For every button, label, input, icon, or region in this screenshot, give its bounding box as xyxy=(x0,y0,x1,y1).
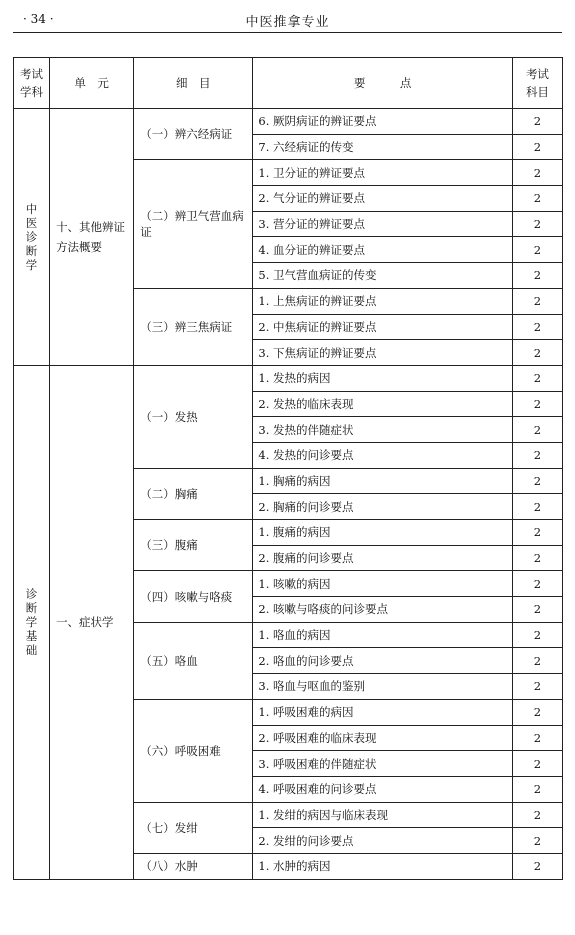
header-subject: 考试学科 xyxy=(14,58,50,109)
point-cell: 2. 腹痛的问诊要点 xyxy=(253,545,512,571)
point-cell: 1. 咯血的病因 xyxy=(253,622,512,648)
point-cell: 1. 发绀的病因与临床表现 xyxy=(253,802,512,828)
subject-label: 中医诊断学 xyxy=(25,201,38,272)
point-cell: 2. 发热的临床表现 xyxy=(253,391,512,417)
point-cell: 2. 咳嗽与咯痰的问诊要点 xyxy=(253,597,512,623)
level-cell: 2 xyxy=(512,288,562,314)
level-cell: 2 xyxy=(512,725,562,751)
table-row xyxy=(14,365,563,391)
subject-label: 诊断学基础 xyxy=(25,587,38,658)
level-cell: 2 xyxy=(512,391,562,417)
level-cell: 2 xyxy=(512,211,562,237)
point-cell: 4. 呼吸困难的问诊要点 xyxy=(253,776,512,802)
detail-cell: （一）发热 xyxy=(134,365,253,468)
point-cell: 3. 营分证的辨证要点 xyxy=(253,211,512,237)
level-cell: 2 xyxy=(512,494,562,520)
point-cell: 1. 咳嗽的病因 xyxy=(253,571,512,597)
level-cell: 2 xyxy=(512,520,562,546)
point-cell: 1. 发热的病因 xyxy=(253,365,512,391)
point-cell: 2. 呼吸困难的临床表现 xyxy=(253,725,512,751)
point-cell: 2. 气分证的辨证要点 xyxy=(253,186,512,212)
page-header xyxy=(13,6,562,33)
level-cell: 2 xyxy=(512,802,562,828)
detail-cell: （五）咯血 xyxy=(134,622,253,699)
header-detail: 细 目 xyxy=(134,58,253,109)
point-cell: 3. 呼吸困难的伴随症状 xyxy=(253,751,512,777)
level-cell: 2 xyxy=(512,674,562,700)
point-cell: 7. 六经病证的传变 xyxy=(253,134,512,160)
table-header-row xyxy=(14,58,563,109)
detail-cell: （二）胸痛 xyxy=(134,468,253,519)
detail-cell: （八）水肿 xyxy=(134,853,253,879)
point-cell: 1. 腹痛的病因 xyxy=(253,520,512,546)
unit-cell: 一、症状学 xyxy=(50,365,134,879)
point-cell: 5. 卫气营血病证的传变 xyxy=(253,263,512,289)
point-cell: 3. 咯血与呕血的鉴别 xyxy=(253,674,512,700)
level-cell: 2 xyxy=(512,853,562,879)
level-cell: 2 xyxy=(512,622,562,648)
level-cell: 2 xyxy=(512,237,562,263)
level-cell: 2 xyxy=(512,468,562,494)
level-cell: 2 xyxy=(512,776,562,802)
unit-cell: 十、其他辨证方法概要 xyxy=(50,109,134,366)
table-row xyxy=(14,109,563,135)
level-cell: 2 xyxy=(512,160,562,186)
level-cell: 2 xyxy=(512,417,562,443)
detail-cell: （六）呼吸困难 xyxy=(134,699,253,802)
detail-cell: （二）辨卫气营血病证 xyxy=(134,160,253,288)
level-cell: 2 xyxy=(512,442,562,468)
level-cell: 2 xyxy=(512,597,562,623)
point-cell: 1. 呼吸困难的病因 xyxy=(253,699,512,725)
subject-cell xyxy=(14,365,50,879)
level-cell: 2 xyxy=(512,263,562,289)
point-cell: 1. 上焦病证的辨证要点 xyxy=(253,288,512,314)
header-unit: 单 元 xyxy=(50,58,134,109)
point-cell: 2. 发绀的问诊要点 xyxy=(253,828,512,854)
point-cell: 2. 胸痛的问诊要点 xyxy=(253,494,512,520)
point-cell: 2. 咯血的问诊要点 xyxy=(253,648,512,674)
page-number: · 34 · xyxy=(23,12,54,26)
detail-cell: （四）咳嗽与咯痰 xyxy=(134,571,253,622)
level-cell: 2 xyxy=(512,571,562,597)
detail-cell: （一）辨六经病证 xyxy=(134,109,253,160)
level-cell: 2 xyxy=(512,340,562,366)
level-cell: 2 xyxy=(512,545,562,571)
point-cell: 4. 血分证的辨证要点 xyxy=(253,237,512,263)
point-cell: 3. 下焦病证的辨证要点 xyxy=(253,340,512,366)
table-body xyxy=(14,109,563,880)
running-title: 中医推拿专业 xyxy=(245,15,330,30)
level-cell: 2 xyxy=(512,751,562,777)
level-cell: 2 xyxy=(512,648,562,674)
header-point: 要 点 xyxy=(253,58,512,109)
point-cell: 2. 中焦病证的辨证要点 xyxy=(253,314,512,340)
level-cell: 2 xyxy=(512,134,562,160)
syllabus-table xyxy=(13,57,563,880)
detail-cell: （三）辨三焦病证 xyxy=(134,288,253,365)
point-cell: 1. 卫分证的辨证要点 xyxy=(253,160,512,186)
detail-cell: （七）发绀 xyxy=(134,802,253,853)
level-cell: 2 xyxy=(512,365,562,391)
point-cell: 1. 水肿的病因 xyxy=(253,853,512,879)
header-level: 考试科目 xyxy=(512,58,562,109)
level-cell: 2 xyxy=(512,828,562,854)
point-cell: 4. 发热的问诊要点 xyxy=(253,442,512,468)
subject-cell xyxy=(14,109,50,366)
level-cell: 2 xyxy=(512,314,562,340)
point-cell: 6. 厥阴病证的辨证要点 xyxy=(253,109,512,135)
detail-cell: （三）腹痛 xyxy=(134,520,253,571)
level-cell: 2 xyxy=(512,186,562,212)
point-cell: 3. 发热的伴随症状 xyxy=(253,417,512,443)
point-cell: 1. 胸痛的病因 xyxy=(253,468,512,494)
level-cell: 2 xyxy=(512,109,562,135)
level-cell: 2 xyxy=(512,699,562,725)
